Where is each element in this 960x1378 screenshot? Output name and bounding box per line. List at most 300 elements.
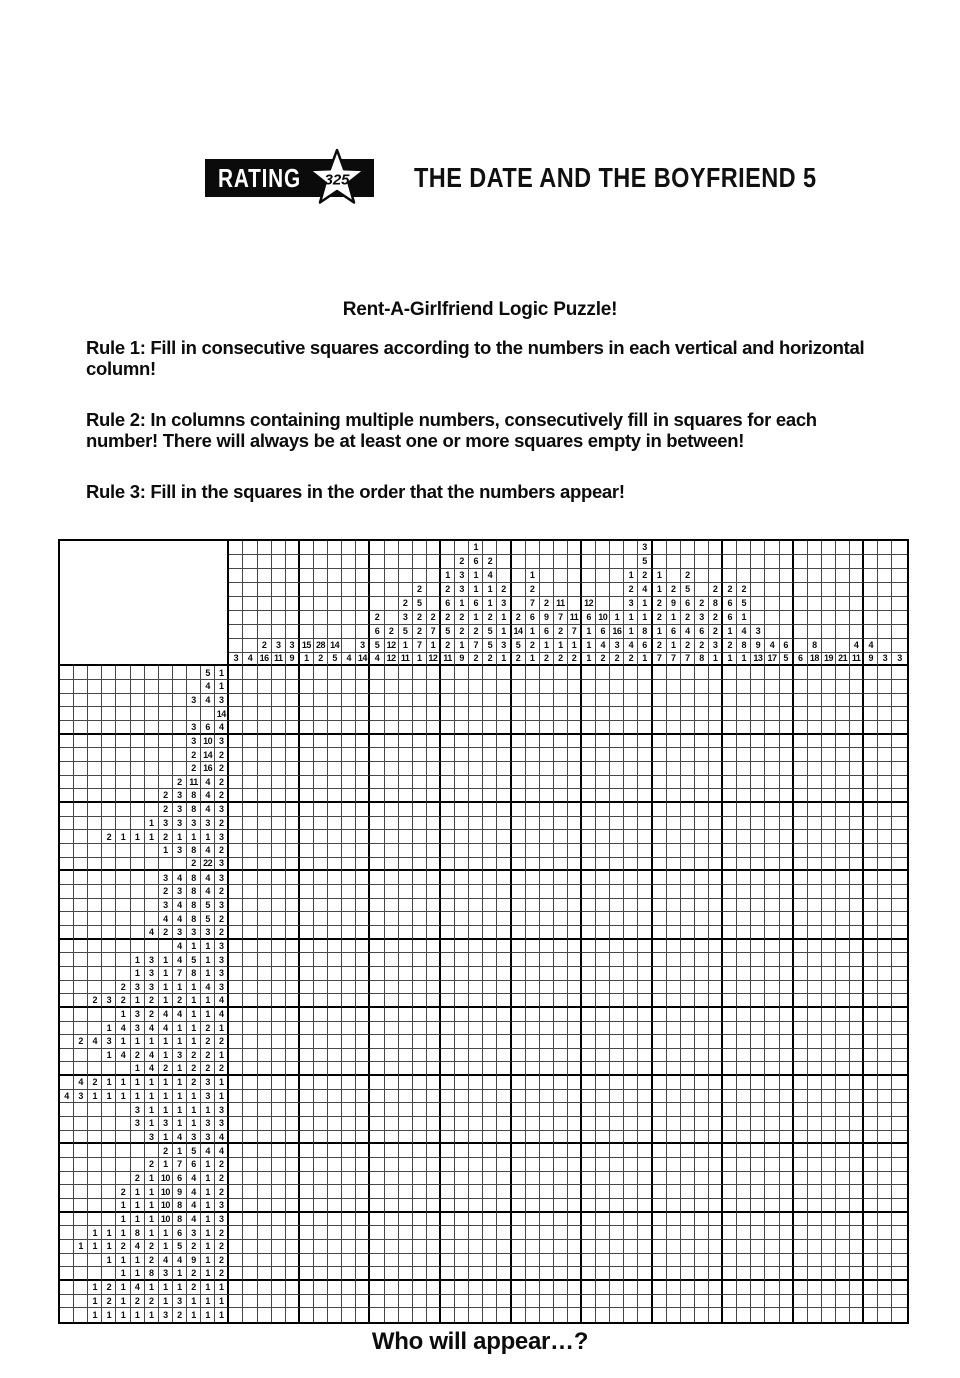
grid-cell[interactable] bbox=[300, 830, 314, 844]
grid-cell[interactable] bbox=[385, 967, 399, 981]
grid-cell[interactable] bbox=[385, 1022, 399, 1036]
grid-cell[interactable] bbox=[681, 1117, 695, 1131]
grid-cell[interactable] bbox=[822, 1185, 836, 1199]
grid-cell[interactable] bbox=[780, 1199, 794, 1213]
grid-cell[interactable] bbox=[427, 1172, 441, 1186]
grid-cell[interactable] bbox=[667, 912, 681, 926]
grid-cell[interactable] bbox=[300, 926, 314, 940]
grid-cell[interactable] bbox=[441, 858, 455, 872]
grid-cell[interactable] bbox=[441, 926, 455, 940]
grid-cell[interactable] bbox=[568, 1213, 582, 1227]
grid-cell[interactable] bbox=[399, 680, 413, 694]
grid-cell[interactable] bbox=[610, 1172, 624, 1186]
grid-cell[interactable] bbox=[638, 1254, 652, 1268]
grid-cell[interactable] bbox=[737, 1295, 751, 1309]
grid-cell[interactable] bbox=[469, 981, 483, 995]
grid-cell[interactable] bbox=[695, 1199, 709, 1213]
grid-cell[interactable] bbox=[794, 1308, 808, 1322]
grid-cell[interactable] bbox=[850, 1267, 864, 1281]
grid-cell[interactable] bbox=[850, 994, 864, 1008]
grid-cell[interactable] bbox=[892, 1281, 906, 1295]
grid-cell[interactable] bbox=[469, 899, 483, 913]
grid-cell[interactable] bbox=[850, 1103, 864, 1117]
grid-cell[interactable] bbox=[892, 1213, 906, 1227]
grid-cell[interactable] bbox=[582, 1281, 596, 1295]
grid-cell[interactable] bbox=[314, 912, 328, 926]
grid-cell[interactable] bbox=[878, 1158, 892, 1172]
grid-cell[interactable] bbox=[328, 748, 342, 762]
grid-cell[interactable] bbox=[483, 1185, 497, 1199]
grid-cell[interactable] bbox=[286, 721, 300, 735]
grid-cell[interactable] bbox=[709, 803, 723, 817]
grid-cell[interactable] bbox=[526, 707, 540, 721]
grid-cell[interactable] bbox=[765, 1022, 779, 1036]
grid-cell[interactable] bbox=[878, 953, 892, 967]
grid-cell[interactable] bbox=[413, 1172, 427, 1186]
grid-cell[interactable] bbox=[497, 1226, 511, 1240]
grid-cell[interactable] bbox=[765, 1158, 779, 1172]
grid-cell[interactable] bbox=[723, 1172, 737, 1186]
grid-cell[interactable] bbox=[512, 1158, 526, 1172]
grid-cell[interactable] bbox=[356, 912, 370, 926]
grid-cell[interactable] bbox=[681, 1295, 695, 1309]
grid-cell[interactable] bbox=[427, 981, 441, 995]
grid-cell[interactable] bbox=[370, 1131, 384, 1145]
grid-cell[interactable] bbox=[314, 735, 328, 749]
grid-cell[interactable] bbox=[892, 748, 906, 762]
grid-cell[interactable] bbox=[568, 1267, 582, 1281]
grid-cell[interactable] bbox=[892, 1062, 906, 1076]
grid-cell[interactable] bbox=[836, 1035, 850, 1049]
grid-cell[interactable] bbox=[286, 803, 300, 817]
grid-cell[interactable] bbox=[469, 803, 483, 817]
grid-cell[interactable] bbox=[695, 1213, 709, 1227]
grid-cell[interactable] bbox=[483, 1158, 497, 1172]
grid-cell[interactable] bbox=[526, 967, 540, 981]
grid-cell[interactable] bbox=[624, 680, 638, 694]
grid-cell[interactable] bbox=[681, 1022, 695, 1036]
grid-cell[interactable] bbox=[568, 1172, 582, 1186]
grid-cell[interactable] bbox=[272, 885, 286, 899]
grid-cell[interactable] bbox=[681, 926, 695, 940]
grid-cell[interactable] bbox=[469, 994, 483, 1008]
grid-cell[interactable] bbox=[878, 1267, 892, 1281]
grid-cell[interactable] bbox=[737, 1090, 751, 1104]
grid-cell[interactable] bbox=[737, 926, 751, 940]
grid-cell[interactable] bbox=[582, 858, 596, 872]
grid-cell[interactable] bbox=[455, 1144, 469, 1158]
grid-cell[interactable] bbox=[455, 967, 469, 981]
grid-cell[interactable] bbox=[526, 1254, 540, 1268]
grid-cell[interactable] bbox=[681, 1158, 695, 1172]
grid-cell[interactable] bbox=[765, 1008, 779, 1022]
grid-cell[interactable] bbox=[370, 721, 384, 735]
grid-cell[interactable] bbox=[526, 994, 540, 1008]
grid-cell[interactable] bbox=[258, 926, 272, 940]
grid-cell[interactable] bbox=[258, 899, 272, 913]
grid-cell[interactable] bbox=[455, 680, 469, 694]
grid-cell[interactable] bbox=[554, 803, 568, 817]
grid-cell[interactable] bbox=[653, 1035, 667, 1049]
grid-cell[interactable] bbox=[822, 871, 836, 885]
grid-cell[interactable] bbox=[751, 1035, 765, 1049]
grid-cell[interactable] bbox=[370, 844, 384, 858]
grid-cell[interactable] bbox=[624, 1172, 638, 1186]
grid-cell[interactable] bbox=[512, 1199, 526, 1213]
grid-cell[interactable] bbox=[469, 1281, 483, 1295]
grid-cell[interactable] bbox=[356, 776, 370, 790]
grid-cell[interactable] bbox=[751, 789, 765, 803]
grid-cell[interactable] bbox=[385, 707, 399, 721]
grid-cell[interactable] bbox=[624, 666, 638, 680]
grid-cell[interactable] bbox=[709, 1158, 723, 1172]
grid-cell[interactable] bbox=[455, 1076, 469, 1090]
grid-cell[interactable] bbox=[667, 1295, 681, 1309]
grid-cell[interactable] bbox=[413, 1254, 427, 1268]
grid-cell[interactable] bbox=[469, 1226, 483, 1240]
grid-cell[interactable] bbox=[822, 1226, 836, 1240]
grid-cell[interactable] bbox=[497, 1090, 511, 1104]
grid-cell[interactable] bbox=[328, 1185, 342, 1199]
grid-cell[interactable] bbox=[624, 762, 638, 776]
grid-cell[interactable] bbox=[300, 899, 314, 913]
grid-cell[interactable] bbox=[469, 940, 483, 954]
grid-cell[interactable] bbox=[822, 776, 836, 790]
grid-cell[interactable] bbox=[483, 1103, 497, 1117]
grid-cell[interactable] bbox=[836, 707, 850, 721]
grid-cell[interactable] bbox=[822, 1158, 836, 1172]
grid-cell[interactable] bbox=[822, 1267, 836, 1281]
grid-cell[interactable] bbox=[568, 680, 582, 694]
grid-cell[interactable] bbox=[356, 1308, 370, 1322]
grid-cell[interactable] bbox=[667, 926, 681, 940]
grid-cell[interactable] bbox=[258, 762, 272, 776]
grid-cell[interactable] bbox=[638, 1117, 652, 1131]
grid-cell[interactable] bbox=[300, 1295, 314, 1309]
grid-cell[interactable] bbox=[427, 830, 441, 844]
grid-cell[interactable] bbox=[794, 1076, 808, 1090]
grid-cell[interactable] bbox=[794, 844, 808, 858]
grid-cell[interactable] bbox=[568, 762, 582, 776]
grid-cell[interactable] bbox=[540, 899, 554, 913]
grid-cell[interactable] bbox=[836, 1158, 850, 1172]
grid-cell[interactable] bbox=[892, 844, 906, 858]
grid-cell[interactable] bbox=[427, 1213, 441, 1227]
grid-cell[interactable] bbox=[554, 1062, 568, 1076]
grid-cell[interactable] bbox=[441, 666, 455, 680]
grid-cell[interactable] bbox=[765, 967, 779, 981]
grid-cell[interactable] bbox=[794, 1117, 808, 1131]
grid-cell[interactable] bbox=[624, 899, 638, 913]
grid-cell[interactable] bbox=[229, 1049, 243, 1063]
grid-cell[interactable] bbox=[737, 885, 751, 899]
grid-cell[interactable] bbox=[596, 981, 610, 995]
grid-cell[interactable] bbox=[314, 967, 328, 981]
grid-cell[interactable] bbox=[822, 762, 836, 776]
grid-cell[interactable] bbox=[596, 926, 610, 940]
grid-cell[interactable] bbox=[808, 953, 822, 967]
grid-cell[interactable] bbox=[342, 1281, 356, 1295]
grid-cell[interactable] bbox=[455, 735, 469, 749]
grid-cell[interactable] bbox=[892, 1117, 906, 1131]
grid-cell[interactable] bbox=[272, 1008, 286, 1022]
grid-cell[interactable] bbox=[540, 776, 554, 790]
grid-cell[interactable] bbox=[469, 858, 483, 872]
grid-cell[interactable] bbox=[850, 1185, 864, 1199]
grid-cell[interactable] bbox=[737, 1267, 751, 1281]
grid-cell[interactable] bbox=[695, 707, 709, 721]
grid-cell[interactable] bbox=[624, 1008, 638, 1022]
grid-cell[interactable] bbox=[413, 981, 427, 995]
grid-cell[interactable] bbox=[751, 981, 765, 995]
grid-cell[interactable] bbox=[272, 940, 286, 954]
grid-cell[interactable] bbox=[681, 912, 695, 926]
grid-cell[interactable] bbox=[526, 680, 540, 694]
grid-cell[interactable] bbox=[568, 830, 582, 844]
grid-cell[interactable] bbox=[497, 694, 511, 708]
grid-cell[interactable] bbox=[300, 735, 314, 749]
grid-cell[interactable] bbox=[653, 735, 667, 749]
grid-cell[interactable] bbox=[258, 1240, 272, 1254]
grid-cell[interactable] bbox=[413, 1131, 427, 1145]
grid-cell[interactable] bbox=[638, 981, 652, 995]
grid-cell[interactable] bbox=[596, 1199, 610, 1213]
grid-cell[interactable] bbox=[582, 885, 596, 899]
grid-cell[interactable] bbox=[836, 1172, 850, 1186]
grid-cell[interactable] bbox=[780, 994, 794, 1008]
grid-cell[interactable] bbox=[356, 899, 370, 913]
grid-cell[interactable] bbox=[370, 940, 384, 954]
grid-cell[interactable] bbox=[441, 721, 455, 735]
grid-cell[interactable] bbox=[878, 803, 892, 817]
grid-cell[interactable] bbox=[667, 1008, 681, 1022]
grid-cell[interactable] bbox=[878, 885, 892, 899]
grid-cell[interactable] bbox=[314, 694, 328, 708]
grid-cell[interactable] bbox=[356, 789, 370, 803]
grid-cell[interactable] bbox=[540, 748, 554, 762]
grid-cell[interactable] bbox=[681, 844, 695, 858]
grid-cell[interactable] bbox=[455, 1035, 469, 1049]
grid-cell[interactable] bbox=[526, 1172, 540, 1186]
grid-cell[interactable] bbox=[751, 899, 765, 913]
grid-cell[interactable] bbox=[441, 1062, 455, 1076]
grid-cell[interactable] bbox=[540, 1295, 554, 1309]
grid-cell[interactable] bbox=[681, 803, 695, 817]
grid-cell[interactable] bbox=[483, 1281, 497, 1295]
grid-cell[interactable] bbox=[765, 1049, 779, 1063]
grid-cell[interactable] bbox=[286, 926, 300, 940]
grid-cell[interactable] bbox=[483, 1240, 497, 1254]
grid-cell[interactable] bbox=[441, 1022, 455, 1036]
grid-cell[interactable] bbox=[737, 899, 751, 913]
grid-cell[interactable] bbox=[497, 1185, 511, 1199]
grid-cell[interactable] bbox=[399, 762, 413, 776]
grid-cell[interactable] bbox=[582, 748, 596, 762]
grid-cell[interactable] bbox=[328, 967, 342, 981]
grid-cell[interactable] bbox=[864, 1076, 878, 1090]
grid-cell[interactable] bbox=[737, 721, 751, 735]
grid-cell[interactable] bbox=[695, 967, 709, 981]
grid-cell[interactable] bbox=[864, 1308, 878, 1322]
grid-cell[interactable] bbox=[286, 871, 300, 885]
grid-cell[interactable] bbox=[370, 1213, 384, 1227]
grid-cell[interactable] bbox=[272, 1022, 286, 1036]
grid-cell[interactable] bbox=[272, 967, 286, 981]
grid-cell[interactable] bbox=[610, 1267, 624, 1281]
grid-cell[interactable] bbox=[808, 721, 822, 735]
grid-cell[interactable] bbox=[272, 748, 286, 762]
grid-cell[interactable] bbox=[441, 1281, 455, 1295]
grid-cell[interactable] bbox=[540, 1117, 554, 1131]
grid-cell[interactable] bbox=[483, 871, 497, 885]
grid-cell[interactable] bbox=[610, 1090, 624, 1104]
grid-cell[interactable] bbox=[512, 721, 526, 735]
grid-cell[interactable] bbox=[653, 1267, 667, 1281]
grid-cell[interactable] bbox=[441, 1076, 455, 1090]
grid-cell[interactable] bbox=[850, 830, 864, 844]
grid-cell[interactable] bbox=[638, 1131, 652, 1145]
grid-cell[interactable] bbox=[272, 666, 286, 680]
grid-cell[interactable] bbox=[850, 748, 864, 762]
grid-cell[interactable] bbox=[864, 1090, 878, 1104]
grid-cell[interactable] bbox=[850, 789, 864, 803]
grid-cell[interactable] bbox=[610, 967, 624, 981]
grid-cell[interactable] bbox=[737, 1076, 751, 1090]
grid-cell[interactable] bbox=[892, 1267, 906, 1281]
grid-cell[interactable] bbox=[243, 899, 257, 913]
grid-cell[interactable] bbox=[723, 1213, 737, 1227]
grid-cell[interactable] bbox=[314, 1254, 328, 1268]
grid-cell[interactable] bbox=[328, 926, 342, 940]
grid-cell[interactable] bbox=[582, 940, 596, 954]
grid-cell[interactable] bbox=[243, 1172, 257, 1186]
grid-cell[interactable] bbox=[751, 1049, 765, 1063]
grid-cell[interactable] bbox=[780, 735, 794, 749]
grid-cell[interactable] bbox=[399, 1076, 413, 1090]
grid-cell[interactable] bbox=[794, 762, 808, 776]
grid-cell[interactable] bbox=[850, 1281, 864, 1295]
grid-cell[interactable] bbox=[300, 940, 314, 954]
grid-cell[interactable] bbox=[681, 1240, 695, 1254]
grid-cell[interactable] bbox=[892, 899, 906, 913]
grid-cell[interactable] bbox=[483, 953, 497, 967]
grid-cell[interactable] bbox=[667, 844, 681, 858]
grid-cell[interactable] bbox=[695, 926, 709, 940]
grid-cell[interactable] bbox=[864, 762, 878, 776]
grid-cell[interactable] bbox=[399, 707, 413, 721]
grid-cell[interactable] bbox=[497, 707, 511, 721]
grid-cell[interactable] bbox=[229, 694, 243, 708]
grid-cell[interactable] bbox=[328, 776, 342, 790]
grid-cell[interactable] bbox=[610, 926, 624, 940]
grid-cell[interactable] bbox=[258, 912, 272, 926]
grid-cell[interactable] bbox=[780, 1062, 794, 1076]
grid-cell[interactable] bbox=[258, 1226, 272, 1240]
grid-cell[interactable] bbox=[314, 1267, 328, 1281]
grid-cell[interactable] bbox=[667, 1158, 681, 1172]
grid-cell[interactable] bbox=[808, 666, 822, 680]
grid-cell[interactable] bbox=[342, 735, 356, 749]
grid-cell[interactable] bbox=[765, 735, 779, 749]
grid-cell[interactable] bbox=[300, 844, 314, 858]
grid-cell[interactable] bbox=[540, 707, 554, 721]
grid-cell[interactable] bbox=[497, 1199, 511, 1213]
grid-cell[interactable] bbox=[780, 1254, 794, 1268]
grid-cell[interactable] bbox=[243, 735, 257, 749]
grid-cell[interactable] bbox=[582, 953, 596, 967]
grid-cell[interactable] bbox=[469, 1049, 483, 1063]
grid-cell[interactable] bbox=[596, 1076, 610, 1090]
grid-cell[interactable] bbox=[427, 735, 441, 749]
grid-cell[interactable] bbox=[441, 1144, 455, 1158]
grid-cell[interactable] bbox=[356, 830, 370, 844]
grid-cell[interactable] bbox=[850, 1076, 864, 1090]
grid-cell[interactable] bbox=[850, 776, 864, 790]
grid-cell[interactable] bbox=[540, 817, 554, 831]
grid-cell[interactable] bbox=[540, 1267, 554, 1281]
grid-cell[interactable] bbox=[497, 721, 511, 735]
grid-cell[interactable] bbox=[836, 1090, 850, 1104]
grid-cell[interactable] bbox=[836, 1267, 850, 1281]
grid-cell[interactable] bbox=[836, 899, 850, 913]
grid-cell[interactable] bbox=[258, 694, 272, 708]
grid-cell[interactable] bbox=[399, 721, 413, 735]
grid-cell[interactable] bbox=[780, 912, 794, 926]
grid-cell[interactable] bbox=[413, 1062, 427, 1076]
grid-cell[interactable] bbox=[822, 680, 836, 694]
grid-cell[interactable] bbox=[751, 680, 765, 694]
grid-cell[interactable] bbox=[653, 912, 667, 926]
grid-cell[interactable] bbox=[681, 1172, 695, 1186]
grid-cell[interactable] bbox=[286, 844, 300, 858]
grid-cell[interactable] bbox=[695, 1076, 709, 1090]
grid-cell[interactable] bbox=[794, 735, 808, 749]
grid-cell[interactable] bbox=[272, 1240, 286, 1254]
grid-cell[interactable] bbox=[413, 830, 427, 844]
grid-cell[interactable] bbox=[610, 1117, 624, 1131]
grid-cell[interactable] bbox=[385, 721, 399, 735]
grid-cell[interactable] bbox=[582, 830, 596, 844]
grid-cell[interactable] bbox=[624, 1035, 638, 1049]
grid-cell[interactable] bbox=[836, 776, 850, 790]
grid-cell[interactable] bbox=[399, 1295, 413, 1309]
grid-cell[interactable] bbox=[765, 707, 779, 721]
grid-cell[interactable] bbox=[610, 1022, 624, 1036]
grid-cell[interactable] bbox=[512, 871, 526, 885]
grid-cell[interactable] bbox=[540, 1049, 554, 1063]
grid-cell[interactable] bbox=[243, 1049, 257, 1063]
grid-cell[interactable] bbox=[638, 830, 652, 844]
grid-cell[interactable] bbox=[667, 1103, 681, 1117]
grid-cell[interactable] bbox=[751, 721, 765, 735]
grid-cell[interactable] bbox=[427, 680, 441, 694]
grid-cell[interactable] bbox=[441, 981, 455, 995]
grid-cell[interactable] bbox=[878, 1117, 892, 1131]
grid-cell[interactable] bbox=[455, 1022, 469, 1036]
grid-cell[interactable] bbox=[342, 940, 356, 954]
grid-cell[interactable] bbox=[526, 1185, 540, 1199]
grid-cell[interactable] bbox=[540, 1213, 554, 1227]
grid-cell[interactable] bbox=[765, 762, 779, 776]
grid-cell[interactable] bbox=[554, 1240, 568, 1254]
grid-cell[interactable] bbox=[765, 721, 779, 735]
grid-cell[interactable] bbox=[554, 666, 568, 680]
grid-cell[interactable] bbox=[638, 1267, 652, 1281]
grid-cell[interactable] bbox=[850, 694, 864, 708]
grid-cell[interactable] bbox=[229, 967, 243, 981]
grid-cell[interactable] bbox=[441, 885, 455, 899]
grid-cell[interactable] bbox=[596, 1049, 610, 1063]
